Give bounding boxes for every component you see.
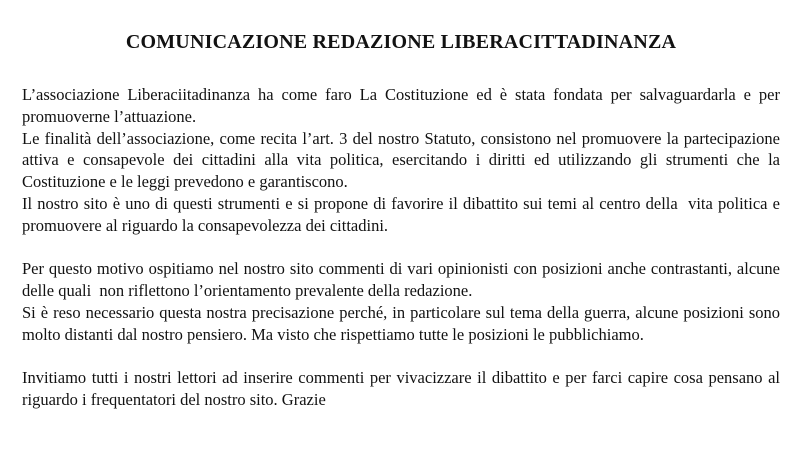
paragraph-clarification: Si è reso necessario questa nostra precisazione perché, in particolare sul tema della guerra, alcune posizioni sono molto distanti dal nostro pensiero. Ma visto che rispettiamo tutte le posizioni le pubblichiamo. [22, 302, 789, 344]
document-title: COMUNICAZIONE REDAZIONE LIBERACITTADINANZA [125, 31, 677, 53]
paragraph-statute-goals: Le finalità dell’associazione, come recita l’art. 3 del nostro Statuto, consistono nel promuovere la partecipazione attiva e consapevole dei cittadini alla vita politica, esercitando i diritti ed utilizzando gli strumenti che la Costituzione e le leggi prevedono e garantiscono. [22, 128, 785, 192]
paragraph-invitation: Invitiamo tutti i nostri lettori ad inserire commenti per vivacizzare il dibattito e per farci capire cosa pensano al riguardo i frequentatori del nostro sito. Grazie [22, 368, 785, 410]
paragraph-opinionists: Per questo motivo ospitiamo nel nostro sito commenti di vari opinionisti con posizioni anche contrastanti, alcune delle quali non riflettono l’orientamento prevalente della redazione. [22, 259, 785, 301]
paragraph-site-purpose: Il nostro sito è uno di questi strumenti e si propone di favorire il dibattito sui temi al centro della vita politica e promuovere al riguardo la consapevolezza dei cittadini. [22, 193, 785, 235]
paragraph-association-intro: L’associazione Liberaciitadinanza ha come faro La Costituzione ed è stata fondata per salvaguardarla e per promuoverne l’attuazione. [22, 85, 785, 126]
